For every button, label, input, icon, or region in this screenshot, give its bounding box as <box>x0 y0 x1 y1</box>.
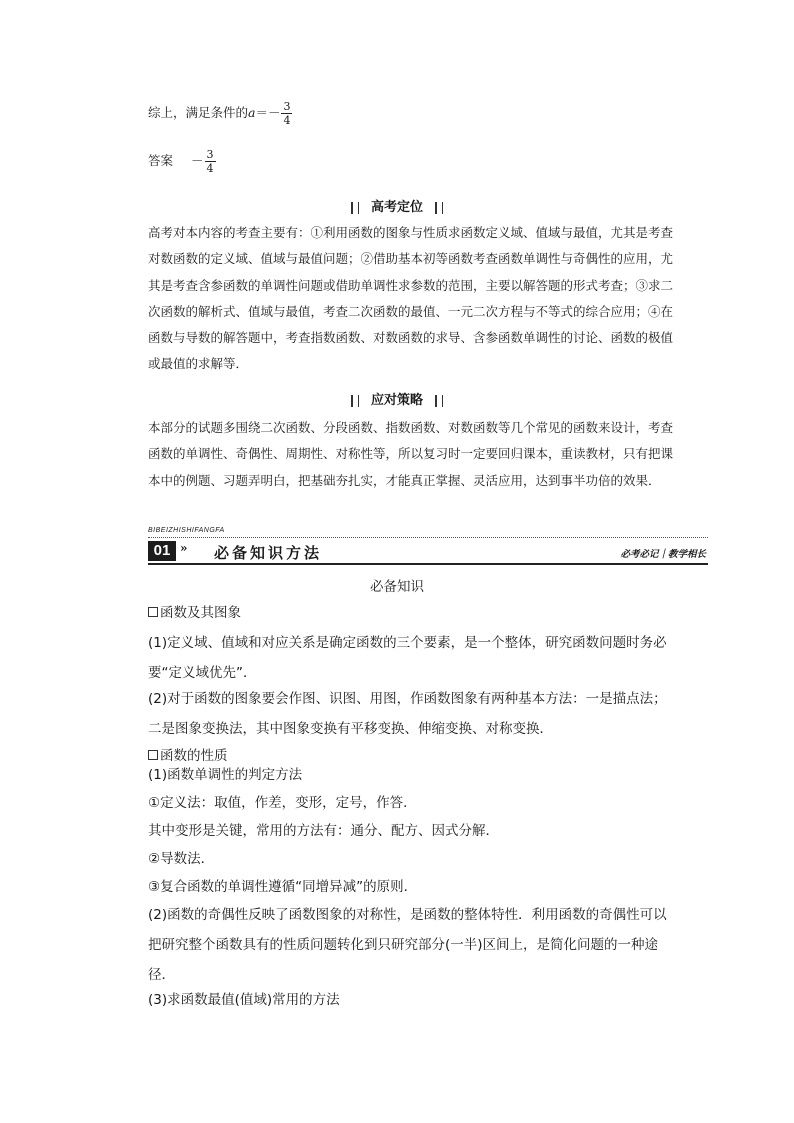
heading-bar-right <box>435 395 443 407</box>
answer-line <box>148 148 216 175</box>
chevron-right-icon: » <box>180 541 188 555</box>
conclusion-line <box>148 100 292 127</box>
banner-tag: 必考必记｜教学相长 <box>620 549 706 560</box>
square-bullet-icon <box>148 750 158 760</box>
banner-title: 必备知识方法 <box>214 544 323 562</box>
heading-bar-left <box>351 202 359 214</box>
gaokao-heading: 高考定位 <box>0 196 794 215</box>
strategy-paragraph: 本部分的试题多围绕二次函数、分段函数、指数函数、对数函数等几个常见的函数来设计，考查函数的单调性、奇偶性、周期性、对称性等，所以复习时一定要回归课本，重读教材，只有把课本中的例题、习题弄明白，把基础夯扎实，才能真正掌握、灵活应用，达到事半功倍的效果． <box>148 420 674 488</box>
banner-pinyin: BIBEIZHISHIFANGFA <box>148 527 225 534</box>
equals-minus: ＝－ <box>255 105 281 120</box>
square-bullet-icon <box>148 607 158 617</box>
item2-line-4: ②导数法． <box>148 851 215 867</box>
item2-line-3: 其中变形是关键，常用的方法有：通分、配方、因式分解． <box>148 823 499 839</box>
answer-sign: － <box>191 153 204 168</box>
item1-paragraph-1: (1)定义域、值域和对应关系是确定函数的三个要素，是一个整体，研究函数问题时务必要“定义域优先”． <box>148 635 667 681</box>
gaokao-paragraph: 高考对本内容的考查主要有：①利用函数的图象与性质求函数定义域、值域与最值，尤其是考查对数函数的定义域、值域与最值问题；②借助基本初等函数考查函数单调性与奇偶性的应用，尤其是考查含参函数的单调性问题或借助单调性求参数的范围，主要以解答题的形式考查；③求二次函数的解析式、值域与最值，考查二次函数的最值、一元二次方程与不等式的综合应用；④在函数与导数的解答题中，考查指数函数、对数函数的求导、含参函数单调性的讨论、函数的极值或最值的求解等． <box>148 225 674 372</box>
item1-title: 函数及其图象 <box>148 598 678 628</box>
item2-line-6: (3)求函数最值(值域)常用的方法 <box>148 992 340 1008</box>
section-banner <box>148 541 708 565</box>
item1-paragraph-2: (2)对于函数的图象要会作图、识图、用图，作函数图象有两种基本方法：一是描点法；二是图象变换法，其中图象变换有平移变换、伸缩变换、对称变换． <box>148 691 667 737</box>
strategy-heading: 应对策略 <box>0 389 794 408</box>
conclusion-text: 综上，满足条件的 <box>148 105 249 120</box>
heading-bar-left <box>351 395 359 407</box>
fraction-denominator: 4 <box>283 114 291 127</box>
answer-denominator: 4 <box>206 162 214 175</box>
banner-dotted-rule <box>148 537 708 538</box>
variable-a: a <box>248 105 256 120</box>
answer-fraction <box>205 148 216 175</box>
fraction-numerator: 3 <box>283 100 291 113</box>
answer-numerator: 3 <box>206 148 214 161</box>
item2-line-2: ①定义法：取值，作差，变形，定号，作答． <box>148 795 417 811</box>
answer-label: 答案 <box>148 153 174 168</box>
banner-number: 01 <box>148 541 176 561</box>
item2-paragraph-2: (2)函数的奇偶性反映了函数图象的对称性，是函数的整体特性．利用函数的奇偶性可以把研究整个函数具有的性质问题转化到只研究部分(一半)区间上，是简化问题的一种途径． <box>148 907 667 983</box>
item2-line-5: ③复合函数的单调性遵循“同增异减”的原则． <box>148 879 418 895</box>
item2-line-1: (1)函数单调性的判定方法 <box>148 767 303 783</box>
heading-bar-right <box>435 202 443 214</box>
fraction <box>281 100 292 127</box>
knowledge-heading: 必备知识 <box>370 579 424 595</box>
item2-title: 函数的性质 <box>148 741 678 771</box>
